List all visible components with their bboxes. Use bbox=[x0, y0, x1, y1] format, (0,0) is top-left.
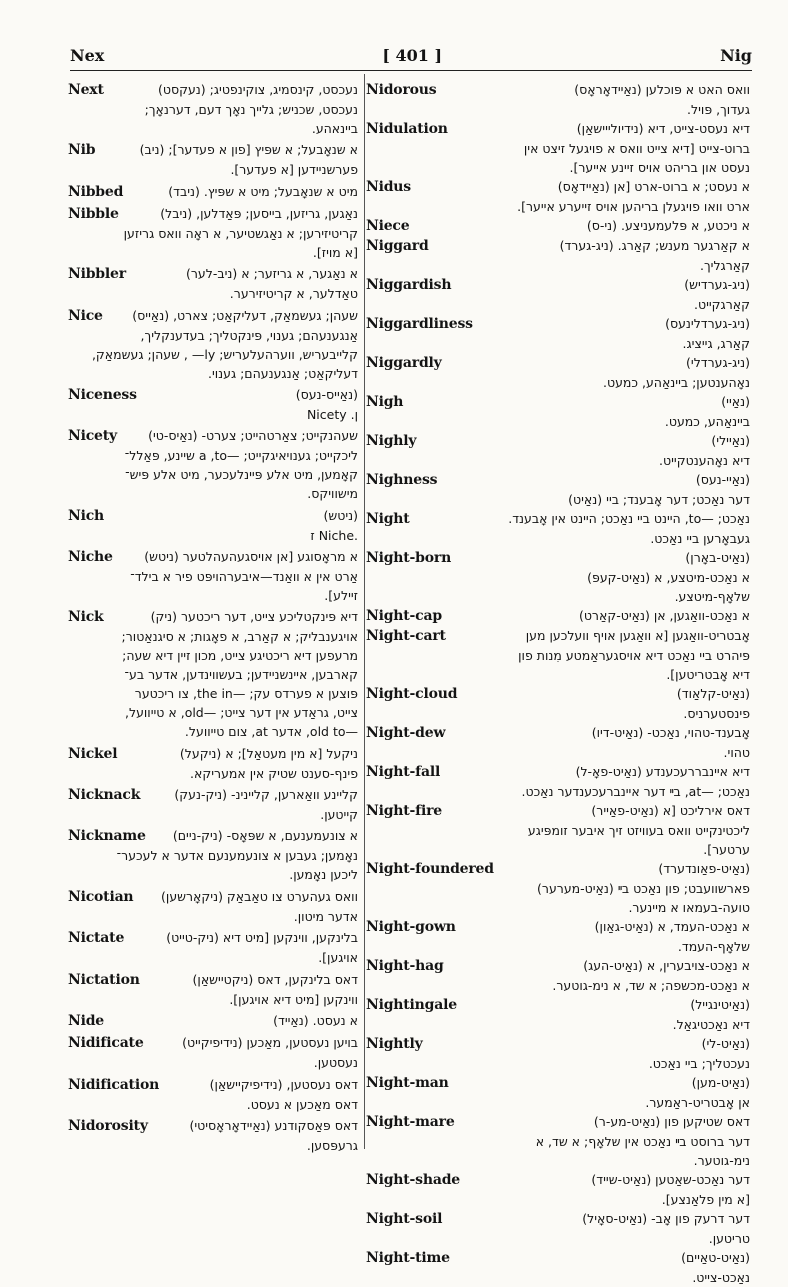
entry-definition: נאַגען, גריזען, בייסען; פּאַדלען, (ניבל) bbox=[160, 206, 358, 222]
entry-first-line bbox=[366, 431, 750, 451]
entry-continuation: ארט וואו פויגעלן בריהען אויס זייערע אייער]. bbox=[517, 199, 750, 214]
entry-first-line bbox=[366, 353, 750, 373]
entry-headword: Nigh bbox=[366, 394, 404, 410]
entry-first-line bbox=[366, 723, 750, 743]
dictionary-entry bbox=[68, 506, 358, 545]
entry-continuation: געבאָרען ביי נאַכט. bbox=[650, 531, 750, 546]
entry-definition: דאס שטיקען פון (נאַיט-מע-ר) bbox=[593, 1114, 750, 1129]
entry-headword: Next bbox=[68, 82, 104, 98]
entry-first-line bbox=[366, 1112, 750, 1132]
entry-first-line bbox=[68, 1116, 358, 1136]
dictionary-entry bbox=[366, 1073, 752, 1112]
entry-headword: Night-time bbox=[366, 1250, 450, 1266]
entry-first-line bbox=[68, 928, 358, 948]
entry-definition: א צונעמענעם, א שפּאָס- (ניק-ניים) bbox=[172, 828, 358, 844]
dictionary-entry bbox=[366, 1248, 752, 1287]
entry-headword: Night-cap bbox=[366, 608, 442, 624]
entry-definition: (נאַיט-קלאַוד) bbox=[676, 686, 750, 701]
entry-definition: דער נאַכט-שאַטען (נאַיט-שייד) bbox=[591, 1172, 750, 1187]
entry-first-line bbox=[68, 607, 358, 627]
entry-headword: Nidorous bbox=[366, 82, 437, 98]
entry-continuation: קאַרגקייט. bbox=[694, 297, 750, 312]
entry-first-line bbox=[366, 1170, 750, 1190]
entry-first-line bbox=[366, 1248, 750, 1268]
entry-definition: דיא פּינקטליכע צייט, דער ריכטער (ניק) bbox=[150, 609, 358, 625]
entry-headword: Nicety bbox=[68, 428, 117, 445]
entry-headword: Niceness bbox=[68, 387, 137, 404]
entry-headword: Nictation bbox=[68, 971, 140, 988]
dictionary-entry bbox=[366, 606, 752, 626]
entry-first-line bbox=[366, 548, 750, 568]
entry-definition: נעכסט, קינסמיג, צוקינפטיג; (נעקסט) bbox=[158, 82, 358, 97]
entry-first-line bbox=[366, 917, 750, 937]
entry-first-line bbox=[68, 1011, 358, 1031]
entry-first-line bbox=[366, 314, 750, 334]
entry-headword: Nickname bbox=[68, 828, 146, 845]
entry-definition: א נאַכט-העמד, א (נאַיט-גאַון) bbox=[594, 919, 750, 934]
entry-headword: Night-mare bbox=[366, 1114, 455, 1130]
dictionary-entry bbox=[68, 547, 358, 605]
entry-definition: דיא איינבררעכענדע (נאַיט-פאָ-ל) bbox=[575, 764, 750, 779]
entry-definition: א נאַגער, א גריזער; א (ניב-לער) bbox=[186, 266, 358, 282]
header-rule bbox=[70, 70, 752, 71]
dictionary-entry bbox=[366, 177, 752, 216]
entry-continuation: —old to, אדער at, צום טייוועל. bbox=[184, 724, 358, 740]
entry-definition: קליינע וואַארען, קליינינ- (ניק-נעק) bbox=[174, 787, 358, 803]
dictionary-entry bbox=[366, 216, 752, 236]
entry-headword: Nibbler bbox=[68, 266, 126, 283]
entry-first-line bbox=[366, 392, 750, 412]
entry-definition: (נאַיט-פאַונדערד) bbox=[658, 861, 750, 876]
entry-headword: Nighly bbox=[366, 433, 417, 449]
entry-first-line bbox=[68, 547, 358, 567]
entry-continuation: אדער מיטון. bbox=[293, 908, 358, 924]
entry-first-line bbox=[366, 956, 750, 976]
right-column bbox=[366, 80, 752, 1285]
entry-definition: א נאַכט-צויבערין, א (נאַיט-העג) bbox=[583, 958, 750, 973]
entry-definition: (נאַיט-מען) bbox=[691, 1075, 750, 1090]
entry-continuation: נאָמען; געבען א צונעמענעם אדער א לעכער־ bbox=[116, 848, 358, 864]
entry-first-line bbox=[366, 684, 750, 704]
entry-continuation: טהוי. bbox=[723, 745, 750, 760]
entry-definition: א מראָסוגע [אן אויסגעהעהלטער (ניטש) bbox=[144, 549, 358, 565]
entry-headword: Niggardliness bbox=[366, 316, 473, 332]
entry-first-line bbox=[68, 826, 358, 846]
entry-headword: Nidificate bbox=[68, 1035, 144, 1052]
entry-first-line bbox=[366, 626, 750, 646]
entry-definition: א נאַכט-וואַגען, אן (נאַיט-קאַרט) bbox=[578, 608, 750, 623]
entry-headword: Night-fall bbox=[366, 764, 441, 780]
entry-first-line bbox=[366, 275, 750, 295]
dictionary-entry bbox=[68, 785, 358, 824]
dictionary-entry bbox=[68, 1011, 358, 1031]
entry-definition: א ניכטע, א פּלעמעניצע. (ני-ס) bbox=[586, 218, 750, 233]
entry-definition: (נאַיי-נעס) bbox=[695, 472, 750, 487]
dictionary-entry bbox=[366, 762, 752, 801]
dictionary-entry bbox=[366, 431, 752, 470]
entry-continuation: קאַרג, גייציג. bbox=[682, 336, 750, 351]
entry-first-line bbox=[68, 744, 358, 764]
entry-first-line bbox=[366, 177, 750, 197]
entry-headword: Nidulation bbox=[366, 121, 448, 137]
entry-continuation: פינף-סענט שטיק אין אמעריקא. bbox=[190, 765, 358, 781]
entry-continuation: נעכסט, שכניש; גלייך נאָך דעם, דערנאָך; bbox=[144, 102, 358, 117]
entry-continuation: צייט, גראַדע אין דער צייט; —old, א טייוועל, bbox=[125, 705, 358, 721]
entry-continuation: זיילע]. bbox=[324, 588, 358, 604]
entry-continuation: פּוצען א פערדס עק; —the in, צו ריכטער bbox=[134, 686, 358, 702]
dictionary-entry bbox=[366, 995, 752, 1034]
entry-headword: Night-foundered bbox=[366, 861, 494, 877]
entry-continuation: ליכקייט; גענויאיגקייט; —a ,to שיינע, פּאַלל־ bbox=[124, 448, 358, 464]
dictionary-entry bbox=[366, 626, 752, 684]
entry-continuation: געדוך, פּויל. bbox=[687, 102, 750, 117]
entry-continuation: קייטען. bbox=[320, 807, 358, 823]
dictionary-entry bbox=[366, 509, 752, 548]
dictionary-entry bbox=[68, 1116, 358, 1155]
entry-headword: Nightly bbox=[366, 1036, 423, 1052]
entry-continuation: פארשוועבט; פון נאַכט בײ (נאַיט-מערער) bbox=[537, 881, 750, 896]
entry-continuation: אַנגענעהם; גענוי, פּינקטליך; בעדענקליך, bbox=[140, 327, 358, 343]
header-page-number: [ 401 ] bbox=[382, 45, 443, 65]
entry-definition: בלינקען, ווינקען [מיט דיא (ניק-טייט) bbox=[166, 930, 358, 946]
entry-first-line bbox=[68, 1075, 358, 1095]
entry-definition: דאס נעסטען, (נידיפיקיישאַן) bbox=[209, 1076, 358, 1092]
entry-headword: Niece bbox=[366, 218, 410, 234]
entry-definition: וואס געהערט צו טאַבאַק (ניקאָרשען) bbox=[161, 888, 358, 904]
dictionary-entry bbox=[366, 1170, 752, 1209]
dictionary-entry bbox=[68, 264, 358, 303]
dictionary-entry bbox=[366, 723, 752, 762]
entry-definition: אָבטריט-וואַגען [א וואַגען אויף וועלכען מען bbox=[525, 628, 750, 643]
dictionary-entry bbox=[68, 182, 358, 202]
entry-first-line bbox=[68, 182, 358, 202]
entry-headword: Nibbed bbox=[68, 183, 124, 200]
dictionary-entry bbox=[366, 353, 752, 392]
entry-continuation: א נאַכט-מכשפה; א שד, א נימ-גוטער. bbox=[552, 978, 750, 993]
entry-first-line bbox=[68, 785, 358, 805]
entry-first-line bbox=[366, 216, 750, 236]
dictionary-entry bbox=[68, 426, 358, 503]
entry-headword: Niggardish bbox=[366, 277, 452, 293]
entry-first-line bbox=[366, 606, 750, 626]
entry-headword: Night-born bbox=[366, 550, 452, 566]
entry-definition: (נאַיילי) bbox=[711, 433, 750, 448]
entry-headword: Nibble bbox=[68, 206, 119, 223]
dictionary-entry bbox=[68, 140, 358, 179]
entry-definition: מיט א שנאָבעל; מיט א שפּיץ. (ניבד) bbox=[168, 183, 358, 199]
entry-headword: Night bbox=[366, 511, 410, 527]
left-column bbox=[68, 80, 358, 1155]
dictionary-entry bbox=[68, 744, 358, 783]
dictionary-entry bbox=[68, 1033, 358, 1072]
entry-headword: Niche bbox=[68, 549, 113, 566]
entry-continuation: טריטען. bbox=[708, 1231, 750, 1246]
entry-continuation: [א מין פלאַנצע]. bbox=[661, 1192, 750, 1207]
dictionary-entry bbox=[68, 887, 358, 926]
entry-first-line bbox=[68, 426, 358, 446]
entry-headword: Night-cart bbox=[366, 628, 446, 644]
dictionary-entry bbox=[366, 392, 752, 431]
entry-continuation: דיא נאָהענטקייט. bbox=[659, 453, 750, 468]
entry-first-line bbox=[366, 995, 750, 1015]
entry-continuation: ערטער]. bbox=[703, 842, 750, 857]
entry-definition: (נאַיטינגייל) bbox=[690, 997, 750, 1012]
entry-definition: א נעסט; א ברוט-ארט [אן (נאַיידאָס) bbox=[557, 179, 750, 194]
entry-headword: Night-man bbox=[366, 1075, 449, 1091]
entry-first-line bbox=[366, 80, 750, 100]
entry-first-line bbox=[366, 801, 750, 821]
entry-continuation: קארבען, איינשניידען; בעשווינדען, אדער בע־ bbox=[124, 667, 358, 683]
entry-definition: ניקעל [א מין מעטאַל]; א (ניקעל) bbox=[179, 745, 358, 761]
entry-first-line bbox=[366, 119, 750, 139]
entry-continuation: נאָהענטען; ביינאַהע, כמעט. bbox=[603, 375, 750, 390]
entry-headword: Niggardly bbox=[366, 355, 442, 371]
dictionary-entry bbox=[366, 1112, 752, 1170]
entry-continuation: [א מויז]. bbox=[312, 245, 358, 261]
entry-definition: שעהן; געשמאַק, דעליקאַט; צארט, (נאַייס) bbox=[132, 307, 358, 323]
dictionary-entry bbox=[366, 314, 752, 353]
entry-definition: א קאַרגער מענש; קאַרג. (ניג-גערד) bbox=[559, 238, 750, 253]
entry-definition: דאס אירליכט [א (נאַיט-פאַייר) bbox=[591, 803, 750, 818]
entry-definition: (נאַיט-טאַיים) bbox=[681, 1250, 750, 1265]
entry-headword: Nicknack bbox=[68, 787, 141, 804]
entry-headword: Nightingale bbox=[366, 997, 457, 1013]
dictionary-entry bbox=[68, 826, 358, 884]
dictionary-entry bbox=[68, 306, 358, 383]
dictionary-entry bbox=[68, 970, 358, 1009]
entry-continuation: נאַכט; —at, בײ דער איינברעכענדער נאַכט. bbox=[521, 784, 750, 799]
entry-continuation: נעסט און בריהט אויס זיינע אייער]. bbox=[569, 160, 750, 175]
entry-headword: Night-dew bbox=[366, 725, 446, 741]
dictionary-entry bbox=[366, 119, 752, 177]
dictionary-entry bbox=[366, 236, 752, 275]
entry-definition: אָבענד-טהוי, נאַכט- (נאַיט-דיו) bbox=[591, 725, 750, 740]
entry-definition: (נאַייס-נעס) bbox=[295, 387, 358, 403]
entry-continuation: ן. Nicety bbox=[306, 407, 358, 423]
entry-continuation: דיא אָבטריטען]. bbox=[666, 667, 750, 682]
entry-headword: Nicotian bbox=[68, 888, 134, 905]
entry-headword: Nide bbox=[68, 1012, 105, 1029]
entry-continuation: ליכען נאָמען. bbox=[289, 867, 358, 883]
dictionary-entry bbox=[68, 204, 358, 262]
entry-first-line bbox=[68, 80, 358, 100]
entry-headword: Night-soil bbox=[366, 1211, 443, 1227]
entry-continuation: נאַכט-צייט. bbox=[692, 1270, 750, 1285]
entry-continuation: פינסטערניס. bbox=[683, 706, 750, 721]
entry-headword: Night-hag bbox=[366, 958, 444, 974]
dictionary-entry bbox=[366, 917, 752, 956]
entry-first-line bbox=[68, 506, 358, 526]
entry-first-line bbox=[366, 470, 750, 490]
entry-continuation: דער ברוסט בײ נאַכט אין שלאָף; א שד, א bbox=[535, 1134, 750, 1149]
dictionary-entry bbox=[68, 385, 358, 424]
entry-first-line bbox=[68, 970, 358, 990]
dictionary-entry bbox=[366, 1209, 752, 1248]
entry-headword: Nib bbox=[68, 142, 96, 159]
entry-continuation: קאַרגליך. bbox=[699, 258, 750, 273]
entry-definition: (ניג-גערדלינעס) bbox=[665, 316, 750, 331]
entry-continuation: טועה-בעמאו א מיינער. bbox=[628, 900, 750, 915]
dictionary-entry bbox=[366, 275, 752, 314]
entry-first-line bbox=[68, 140, 358, 160]
entry-continuation: א נאַכט-מיטצע, א (נאַיט-קעפּ) bbox=[587, 570, 750, 585]
entry-headword: Night-gown bbox=[366, 919, 456, 935]
entry-continuation: ביינאַהע, כמעט. bbox=[664, 414, 750, 429]
entry-continuation: ביינאהע. bbox=[311, 121, 358, 136]
entry-continuation: דאס מאַכען א נעסט. bbox=[246, 1096, 358, 1112]
header-right-guide-word: Nig bbox=[720, 45, 752, 65]
entry-headword: Nidorosity bbox=[68, 1117, 148, 1134]
entry-continuation: אויגענבליק; א קאַרב, א פאָגות; א סיגנאַטור; bbox=[121, 629, 358, 645]
entry-continuation: אַרט אין א וואַנד—איבערהויפּט פיר א בילד־ bbox=[130, 569, 358, 585]
entry-continuation: נעסטען. bbox=[313, 1055, 358, 1071]
dictionary-entry bbox=[68, 928, 358, 967]
dictionary-entry bbox=[366, 684, 752, 723]
entry-headword: Night-cloud bbox=[366, 686, 458, 702]
entry-continuation: אן אָבטריט-ראַמער. bbox=[645, 1095, 750, 1110]
entry-definition: (ניטש) bbox=[323, 507, 358, 523]
entry-definition: א שנאָבעל; א שפּיץ [פון א פעדער]; (ניב) bbox=[139, 142, 358, 158]
entry-headword: Nice bbox=[68, 307, 103, 324]
entry-first-line bbox=[366, 509, 750, 529]
entry-continuation: נעכטליך; ביי נאַכט. bbox=[648, 1056, 750, 1071]
entry-headword: Nidification bbox=[68, 1076, 160, 1093]
entry-headword: Night-fire bbox=[366, 803, 442, 819]
dictionary-entry bbox=[366, 1034, 752, 1073]
entry-continuation: שלאָף-העמד. bbox=[677, 939, 750, 954]
entry-first-line bbox=[366, 1073, 750, 1093]
entry-continuation: ווינקען [מיט דיא אויגען]. bbox=[229, 991, 358, 1007]
entry-continuation: גרעפּסען. bbox=[306, 1137, 358, 1153]
entry-definition: דאס פּאַסקודנע (נאַיידאָראָסיטי) bbox=[189, 1117, 358, 1133]
entry-definition: דיא נעסט-צייט, דיא (נידיולייישאַן) bbox=[576, 121, 750, 136]
entry-continuation: קריטיזירען; א נאַגשטיער, א ראָה וואס גריזען bbox=[123, 226, 358, 242]
entry-headword: Nighness bbox=[366, 472, 438, 488]
entry-continuation: דעליקאַט; אַנגענעהם; גענוי. bbox=[207, 365, 358, 381]
entry-continuation: נימ-גוטער. bbox=[693, 1153, 750, 1168]
entry-continuation: קלייבעריש, ווערהעלעריש; ly— , שעהן; געשמאַק, bbox=[91, 346, 358, 362]
entry-first-line bbox=[68, 204, 358, 224]
entry-headword: Nidus bbox=[366, 179, 411, 195]
dictionary-entry bbox=[366, 548, 752, 606]
dictionary-entry bbox=[68, 80, 358, 138]
entry-definition: בויען נעסטען, מאַכען (נידיפיקייט) bbox=[182, 1035, 358, 1051]
entry-continuation: דער נאַכט; דער אָבענד; ביי (נאַיט) bbox=[568, 492, 750, 507]
dictionary-entry bbox=[366, 470, 752, 509]
entry-first-line bbox=[68, 306, 358, 326]
entry-definition: וואס האט א פּוכלען (נאַיידאָראָס) bbox=[574, 82, 750, 97]
entry-continuation: קאָמען, מיט אלע פּיינלעכער, מיט אלע פּיש־ bbox=[125, 467, 358, 483]
entry-definition: (נאַיט-לי) bbox=[701, 1036, 750, 1051]
entry-definition: (ניג-גערדיש) bbox=[684, 277, 750, 292]
entry-definition: (נאַיי) bbox=[721, 394, 750, 409]
entry-definition: דאס בלינקען, דאס (ניקטיישאַן) bbox=[192, 971, 358, 987]
entry-first-line bbox=[366, 1209, 750, 1229]
entry-first-line bbox=[366, 762, 750, 782]
entry-definition: (נאַיט-באָרן) bbox=[685, 550, 750, 565]
entry-continuation: שלאָף-מיטצע. bbox=[674, 589, 750, 604]
entry-definition: דער דרעק פון אָב- (נאַיט-סאָיל) bbox=[582, 1211, 750, 1226]
dictionary-entry bbox=[366, 956, 752, 995]
entry-headword: Nickel bbox=[68, 745, 118, 762]
entry-continuation: ליכטינקייט וואס בעוויזט זיך איבער זומפּיגע bbox=[527, 823, 750, 838]
entry-headword: Nich bbox=[68, 507, 105, 524]
entry-first-line bbox=[366, 1034, 750, 1054]
dictionary-entry bbox=[68, 1075, 358, 1114]
entry-first-line bbox=[68, 385, 358, 405]
dictionary-entry bbox=[366, 801, 752, 859]
dictionary-entry bbox=[68, 607, 358, 741]
dictionary-entry bbox=[366, 859, 752, 917]
entry-first-line bbox=[366, 236, 750, 256]
dictionary-entry bbox=[366, 80, 752, 119]
entry-headword: Night-shade bbox=[366, 1172, 460, 1188]
entry-continuation: ברוט-צייט [דיא צייט וואס א פויגעל זיצט אין bbox=[523, 141, 750, 156]
entry-headword: Nick bbox=[68, 609, 104, 626]
entry-continuation: .Niche ז bbox=[310, 527, 358, 543]
entry-headword: Niggard bbox=[366, 238, 429, 254]
entry-definition: שעהנקייט; צאַרטהייט; צערט- (נאַיס-טי) bbox=[148, 428, 358, 444]
entry-first-line bbox=[366, 859, 750, 879]
entry-headword: Nictate bbox=[68, 930, 125, 947]
entry-continuation: מרעפען דיא ריכטיגע צייט, מכון זיין דיא שעה; bbox=[122, 648, 358, 664]
page-header bbox=[70, 40, 752, 70]
entry-continuation: אויגען]. bbox=[318, 950, 358, 966]
entry-continuation: מישוויקס. bbox=[307, 486, 358, 502]
entry-continuation: פּיהרט ביי נאַכט דיא אויסגעראַמטע מִנות פון bbox=[518, 648, 750, 663]
entry-continuation: טאַדלער, א קריטיזירער. bbox=[229, 286, 358, 302]
entry-continuation: פערשניידען [א פעדער]. bbox=[230, 162, 358, 178]
entry-continuation: דיא נאַכטיגאַל. bbox=[672, 1017, 750, 1032]
entry-definition: נאַכט; —to, היינט ביי נאַכט; היינט אין אָבענד. bbox=[508, 511, 750, 526]
column-divider bbox=[364, 74, 365, 1149]
entry-first-line bbox=[68, 264, 358, 284]
entry-definition: א נעסט. (נאַייד) bbox=[273, 1012, 358, 1028]
entry-first-line bbox=[68, 1033, 358, 1053]
header-left-guide-word: Nex bbox=[70, 45, 105, 65]
entry-first-line bbox=[68, 887, 358, 907]
entry-definition: (ניג-גערדלי) bbox=[686, 355, 750, 370]
